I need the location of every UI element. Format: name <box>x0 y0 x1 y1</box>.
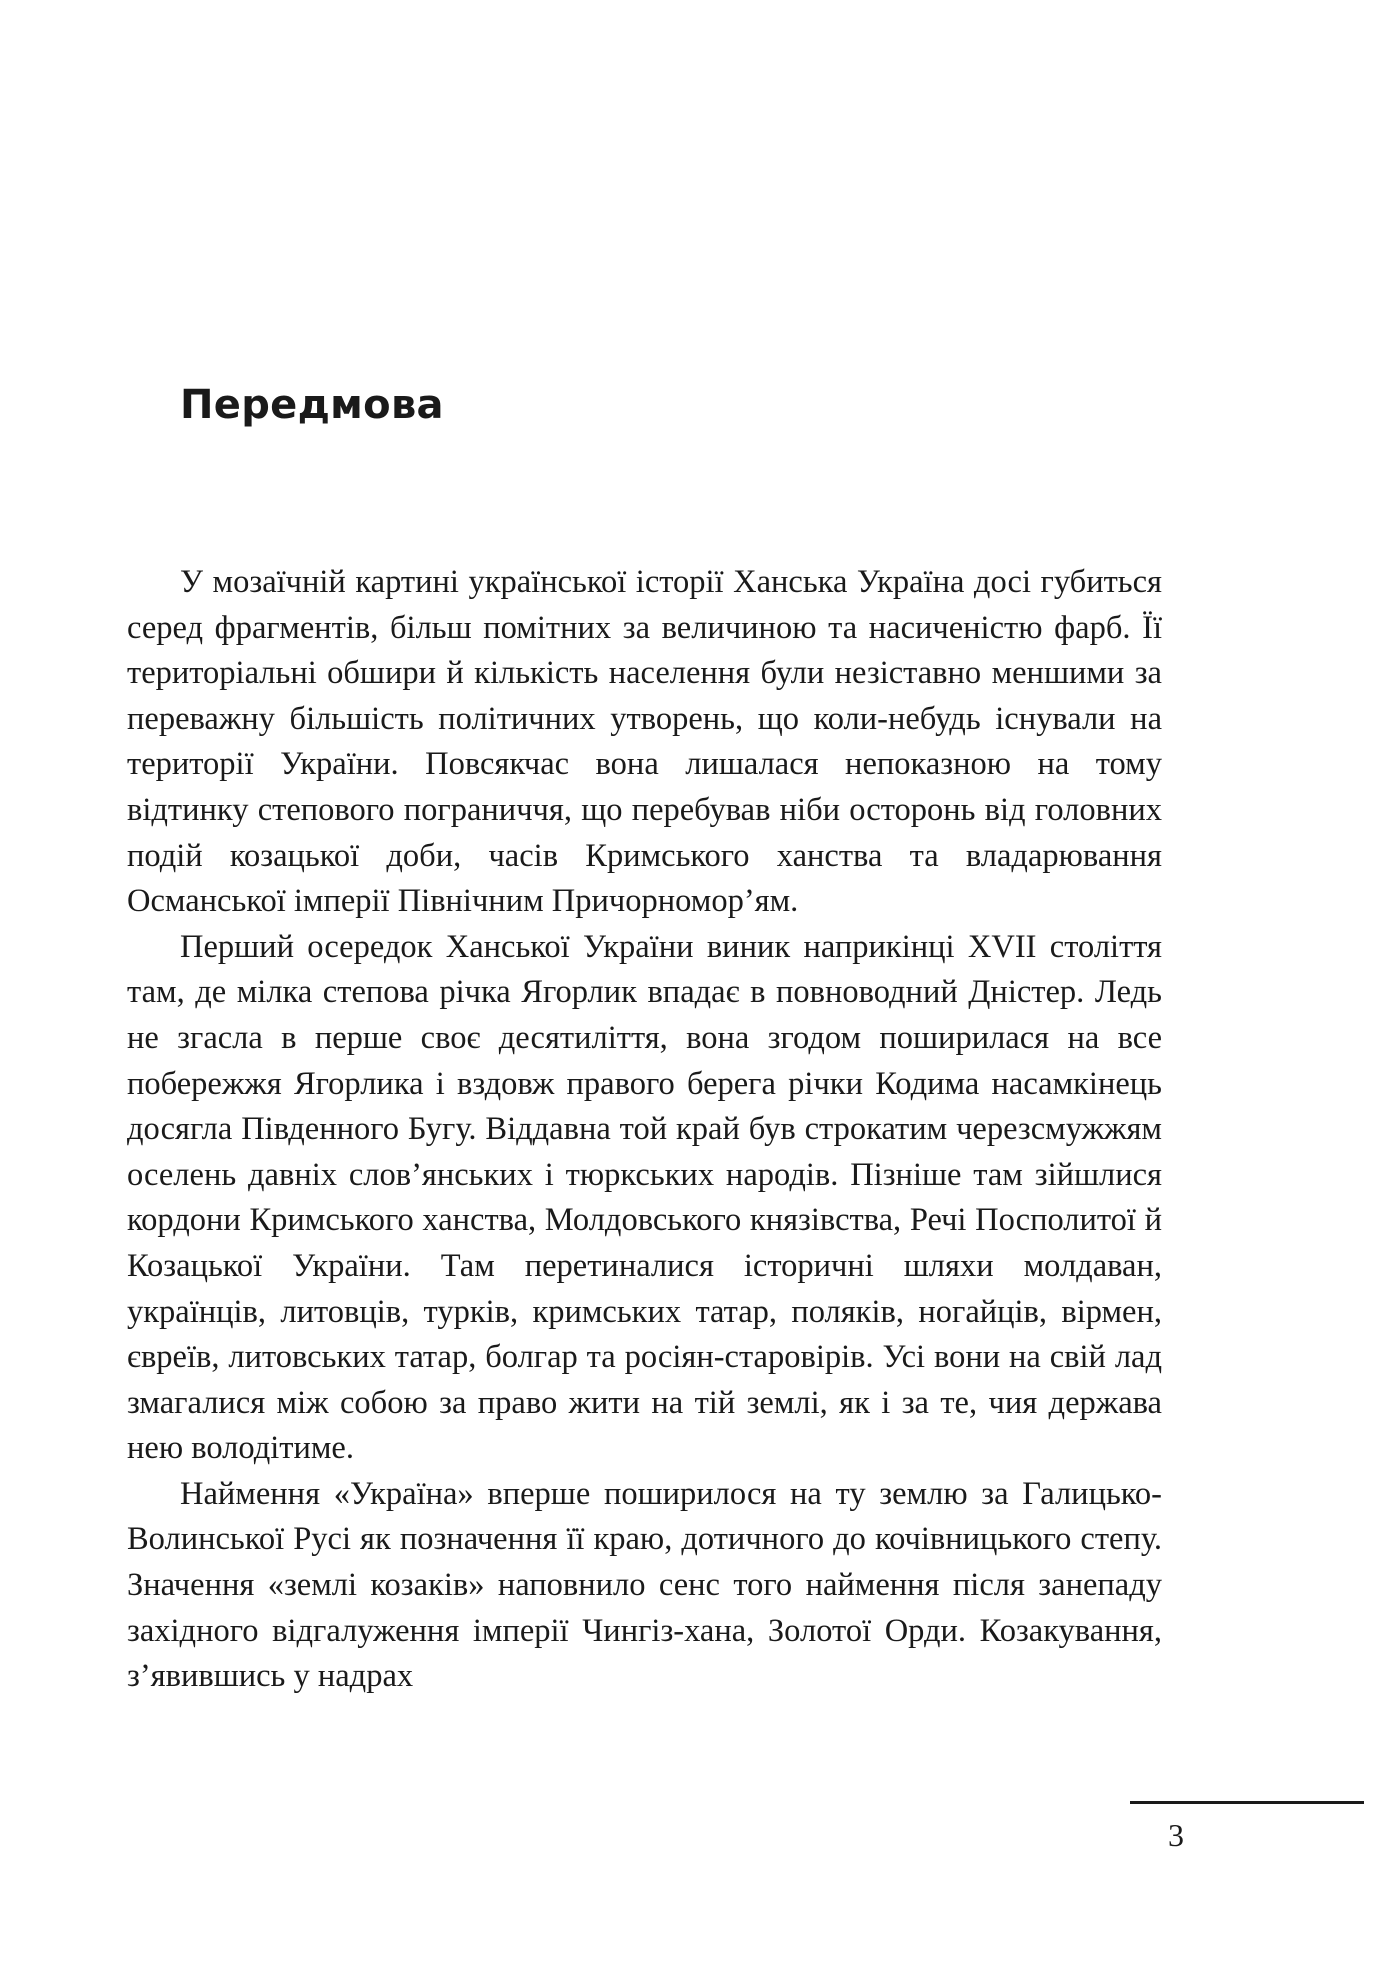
page-number: 3 <box>1168 1817 1184 1853</box>
paragraph: У мозаїчній картині української історії Ханська Україна досі губиться серед фрагментів, більш помітних за величиною та насиченістю фарб. Її територіальні обшири й кількість населення були незіставно меншими за переважну більшість політичних утворень, що коли-небудь існували на території України. Повсякчас вона лишалася непоказною на тому відтинку степового пограниччя, що перебував ніби осторонь від головних подій козацької доби, часів Кримського ханства та владарювання Османської імперії Північним Причорномор’ям. <box>127 564 1162 920</box>
paragraph: Перший осередок Ханської України виник наприкінці XVII століття там, де мілка степова річка Ягорлик впадає в повноводний Дністер. Ледь не згасла в перше своє десятиліття, вона згодом поширилася на все побережжя Ягорлика і вздовж правого берега річки Кодима насамкінець досягла Південного Бугу. Віддавна той край був строкатим черезсмужжям оселень давніх слов’янських і тюркських народів. Пізніше там зійшлися кордони Кримського ханства, Молдовського князівства, Речі Посполитої й Козацької України. Там перетиналися історичні шляхи молдаван, українців, литовців, турків, кримських татар, поляків, ногайців, вірмен, євреїв, литовських татар, болгар та росіян-старовірів. Усі вони на свій лад змагалися між собою за право жити на тій землі, як і за те, чия держава нею володітиме. <box>127 928 1162 1467</box>
paragraph: Наймення «Україна» вперше поширилося на ту землю за Галицько-Волинської Русі як позначення її краю, дотичного до кочівницького степу. Значення «землі козаків» наповнило сенс того наймення після занепаду західного відгалуження імперії Чингіз-хана, Золотої Орди. Козакування, з’явившись у надрах <box>127 1475 1162 1695</box>
page-title: Передмова <box>180 382 444 428</box>
footer-divider <box>1130 1801 1364 1804</box>
body-text <box>127 560 1162 1700</box>
